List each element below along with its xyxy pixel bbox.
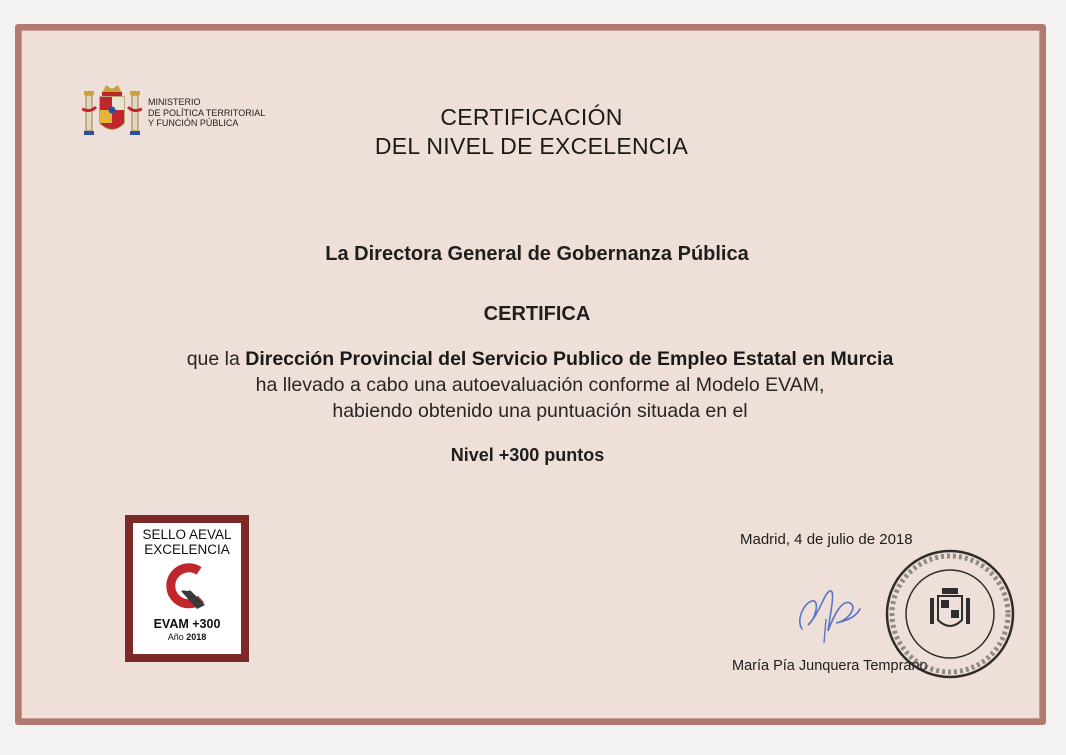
seal-year-label: Año bbox=[167, 632, 184, 642]
signature-image bbox=[790, 579, 870, 645]
seal-header bbox=[133, 523, 241, 557]
body-line-2: ha llevado a cabo una autoevaluación conforme al Modelo EVAM, bbox=[255, 374, 825, 396]
certificate-title bbox=[22, 103, 1041, 161]
aeval-logo-icon bbox=[161, 561, 211, 613]
organization-name: Dirección Provincial del Servicio Publico de Empleo Estatal en Murcia bbox=[245, 348, 894, 370]
seal-line-1: SELLO AEVAL bbox=[142, 527, 232, 542]
seal-year bbox=[133, 632, 241, 642]
signer-name: María Pía Junquera Temprano bbox=[732, 658, 928, 674]
ministry-line-1: MINISTERIO bbox=[148, 97, 201, 108]
place-date: Madrid, 4 de julio de 2018 bbox=[740, 531, 913, 548]
official-stamp-icon bbox=[884, 548, 1016, 680]
title-line-2: DEL NIVEL DE EXCELENCIA bbox=[374, 133, 689, 159]
aeval-seal bbox=[125, 515, 249, 662]
certificate-frame bbox=[15, 24, 1046, 725]
certifica-heading: CERTIFICA bbox=[483, 303, 591, 325]
seal-line-2: EXCELENCIA bbox=[144, 542, 230, 557]
seal-inner bbox=[133, 523, 241, 654]
certificate-paper bbox=[21, 30, 1040, 719]
ministry-line-2: DE POLÍTICA TERRITORIAL bbox=[148, 107, 266, 118]
ministry-line-3: Y FUNCIÓN PÚBLICA bbox=[148, 118, 239, 129]
seal-evam-level: EVAM +300 bbox=[153, 617, 221, 631]
seal-year-value: 2018 bbox=[186, 632, 207, 642]
body-line-1 bbox=[22, 346, 1058, 372]
body-intro: que la bbox=[186, 348, 246, 370]
director-heading: La Directora General de Gobernanza Pública bbox=[325, 243, 749, 265]
level-text: Nivel +300 puntos bbox=[450, 445, 605, 465]
body-line-3: habiendo obtenido una puntuación situada en el bbox=[332, 400, 748, 422]
certificate-body bbox=[22, 346, 1058, 424]
title-line-1: CERTIFICACIÓN bbox=[440, 104, 623, 130]
